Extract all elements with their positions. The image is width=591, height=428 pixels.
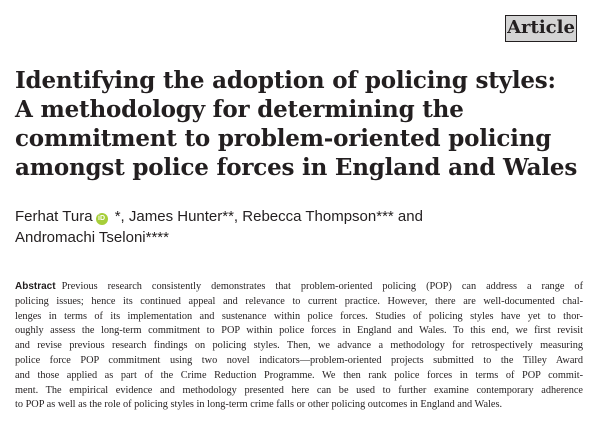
author-names-rest: *, James Hunter**, Rebecca Thompson*** and bbox=[110, 208, 423, 225]
author-list bbox=[15, 206, 575, 248]
orcid-icon[interactable]: iD bbox=[96, 213, 108, 225]
title-line: A methodology for determining the bbox=[15, 96, 464, 123]
abstract-line: policing issues; hence its continued appeal and relevance to current practice. However, there are well-documented chal- bbox=[15, 295, 583, 307]
abstract bbox=[15, 280, 583, 413]
abstract-line: police force POP commitment using two novel indicators—problem-oriented projects submitted to the Tilley Award bbox=[15, 354, 583, 366]
abstract-line bbox=[15, 280, 583, 295]
title-line: amongst police forces in England and Wales bbox=[15, 154, 578, 181]
abstract-line: and those applied as part of the Crime Reduction Programme. We then rank police forces in terms of POP commit- bbox=[15, 369, 583, 381]
title-line: Identifying the adoption of policing styles: bbox=[15, 67, 556, 94]
author-name-first: Ferhat Tura bbox=[15, 208, 93, 225]
abstract-line: oughly assess the long-term commitment to POP within police forces in England and Wales. To this end, we first revisit bbox=[15, 325, 583, 337]
abstract-label: Abstract bbox=[15, 281, 56, 292]
abstract-line: to POP as well as the role of policing styles in long-term crime falls or other policing outcomes in England and Wales. bbox=[15, 399, 503, 411]
author-line bbox=[15, 206, 575, 227]
title-line: commitment to problem-oriented policing bbox=[15, 125, 552, 152]
author-line: Andromachi Tseloni**** bbox=[15, 229, 169, 246]
abstract-first-line-text: Previous research consistently demonstrates that problem-oriented policing (POP) can address a range of bbox=[61, 281, 583, 292]
article-type-badge: Article bbox=[505, 15, 577, 42]
article-title bbox=[15, 66, 585, 182]
abstract-line: lenges in terms of its implementation and sustenance within police forces. Studies of policing styles have yet to thor- bbox=[15, 310, 583, 322]
abstract-line: and revise previous research findings on policing styles. Then, we advance a methodology for retrospectively measuring bbox=[15, 340, 583, 352]
abstract-line: ment. The empirical evidence and methodology presented here can be used to further examine contemporary adherence bbox=[15, 384, 583, 396]
